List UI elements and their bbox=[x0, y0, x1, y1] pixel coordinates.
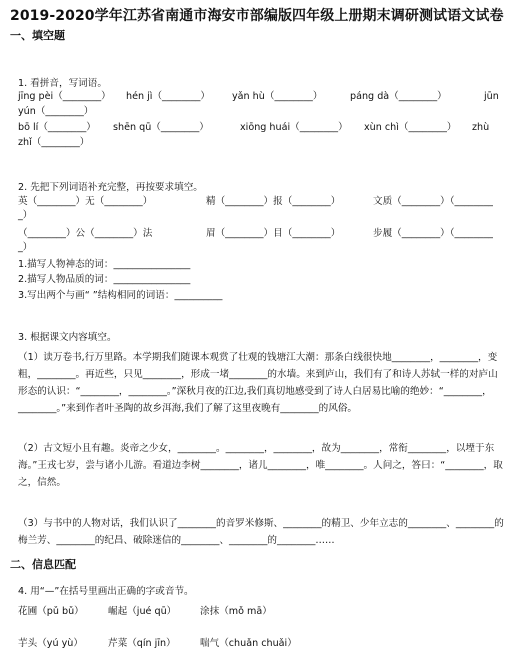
word-choice bbox=[200, 637, 297, 650]
question-3-stem: 3. 根据课文内容填空。 bbox=[18, 332, 117, 343]
word-choice bbox=[18, 605, 84, 618]
pinyin-item: yǎn hù（________） bbox=[232, 91, 323, 102]
pinyin-options: （qín jīn） bbox=[127, 638, 176, 649]
idiom-item: 步履（________）（________ bbox=[373, 228, 493, 239]
pinyin-item: zhǐ（________） bbox=[18, 137, 90, 148]
pinyin-item: shēn qū（________） bbox=[113, 122, 209, 133]
question-1-stem: 1. 看拼音，写词语。 bbox=[18, 78, 107, 89]
word-choice bbox=[18, 637, 83, 650]
idiom-item: （________）公（________）法 bbox=[18, 228, 153, 239]
sub-question: 1.描写人物神态的词：________________ bbox=[18, 259, 191, 270]
pinyin-item: bō lí（________） bbox=[18, 122, 96, 133]
idiom-item: 眉（________）目（________） bbox=[206, 228, 341, 239]
word: 芋头 bbox=[18, 638, 38, 649]
word: 喘气 bbox=[200, 638, 220, 649]
word: 芹菜 bbox=[108, 638, 128, 649]
question-4-stem: 4. 用“—”在括号里画出正确的字或音节。 bbox=[18, 586, 194, 597]
pinyin-options: （jué qū） bbox=[127, 606, 177, 617]
pinyin-item: xùn chì（________） bbox=[364, 122, 457, 133]
pinyin-item: páng dà（________） bbox=[350, 91, 447, 102]
word: 花圃 bbox=[18, 606, 38, 617]
idiom-item: _） bbox=[18, 210, 33, 221]
pinyin-item: jīng pèi（________） bbox=[18, 91, 111, 102]
passage-1: （1）读万卷书,行万里路。本学期我们随课本观赏了壮观的钱塘江大潮：那条白线很快地________，________，变粗，________。再近些，只见________，形成一堵________的水墙。来到庐山，我们有了和诗人苏轼一样的对庐山形态的认识：“________，________。”深秋月夜的江边,我们真切地感受到了诗人白居易比喻的绝妙：“________，________。”来到作者叶圣陶的故乡洱海,我们了解了这里夜晚有________的风俗。 bbox=[18, 352, 498, 414]
word-choice bbox=[108, 605, 176, 618]
pinyin-item: yún（________） bbox=[18, 106, 94, 117]
pinyin-item: hén jì（________） bbox=[126, 91, 211, 102]
word: 崛起 bbox=[108, 606, 128, 617]
passage-3: （3）与书中的人物对话，我们认识了________的音罗米修斯、________的精卫、少年立志的________、________的梅兰芳、________的纪昌、破除迷信的________、________的________…… bbox=[18, 518, 504, 546]
pinyin-options: （chuǎn chuǎi） bbox=[219, 638, 297, 649]
section-heading-matching: 二、信息匹配 bbox=[10, 558, 76, 571]
pinyin-item: xiōng huái（________） bbox=[240, 122, 348, 133]
word-choice bbox=[108, 637, 176, 650]
pinyin-item: zhù bbox=[472, 122, 490, 133]
word-choice bbox=[200, 605, 272, 618]
pinyin-options: （yú yù） bbox=[37, 638, 83, 649]
page-title: 2019-2020学年江苏省南通市海安市部编版四年级上册期末调研测试语文试卷 bbox=[10, 8, 504, 24]
idiom-item: 文质（________）（________ bbox=[373, 196, 493, 207]
idiom-item: 精（________）报（________） bbox=[206, 196, 341, 207]
passage-2: （2）古文短小且有趣。炎帝之少女，________。________，________，故为________，常衔________，以堙于东海。”王戎七岁，尝与诸小儿游。看道边李树________，诸儿________，唯________。人问之，答曰：“________，取之，信然。 bbox=[18, 443, 503, 488]
sub-question: 2.描写人物品质的词：________________ bbox=[18, 274, 191, 285]
sub-question: 3.写出两个与画“ ”结构相同的词语：__________ bbox=[18, 290, 223, 301]
pinyin-item: jūn bbox=[484, 91, 499, 102]
pinyin-options: （mǒ mā） bbox=[219, 606, 272, 617]
idiom-item: _） bbox=[18, 242, 33, 253]
question-2-stem: 2. 先把下列词语补充完整，再按要求填空。 bbox=[18, 182, 203, 193]
pinyin-options: （pǔ bǔ） bbox=[37, 606, 84, 617]
word: 涂抹 bbox=[200, 606, 220, 617]
idiom-item: 英（________）无（________） bbox=[18, 196, 153, 207]
section-heading-fill-blank: 一、填空题 bbox=[10, 29, 65, 42]
